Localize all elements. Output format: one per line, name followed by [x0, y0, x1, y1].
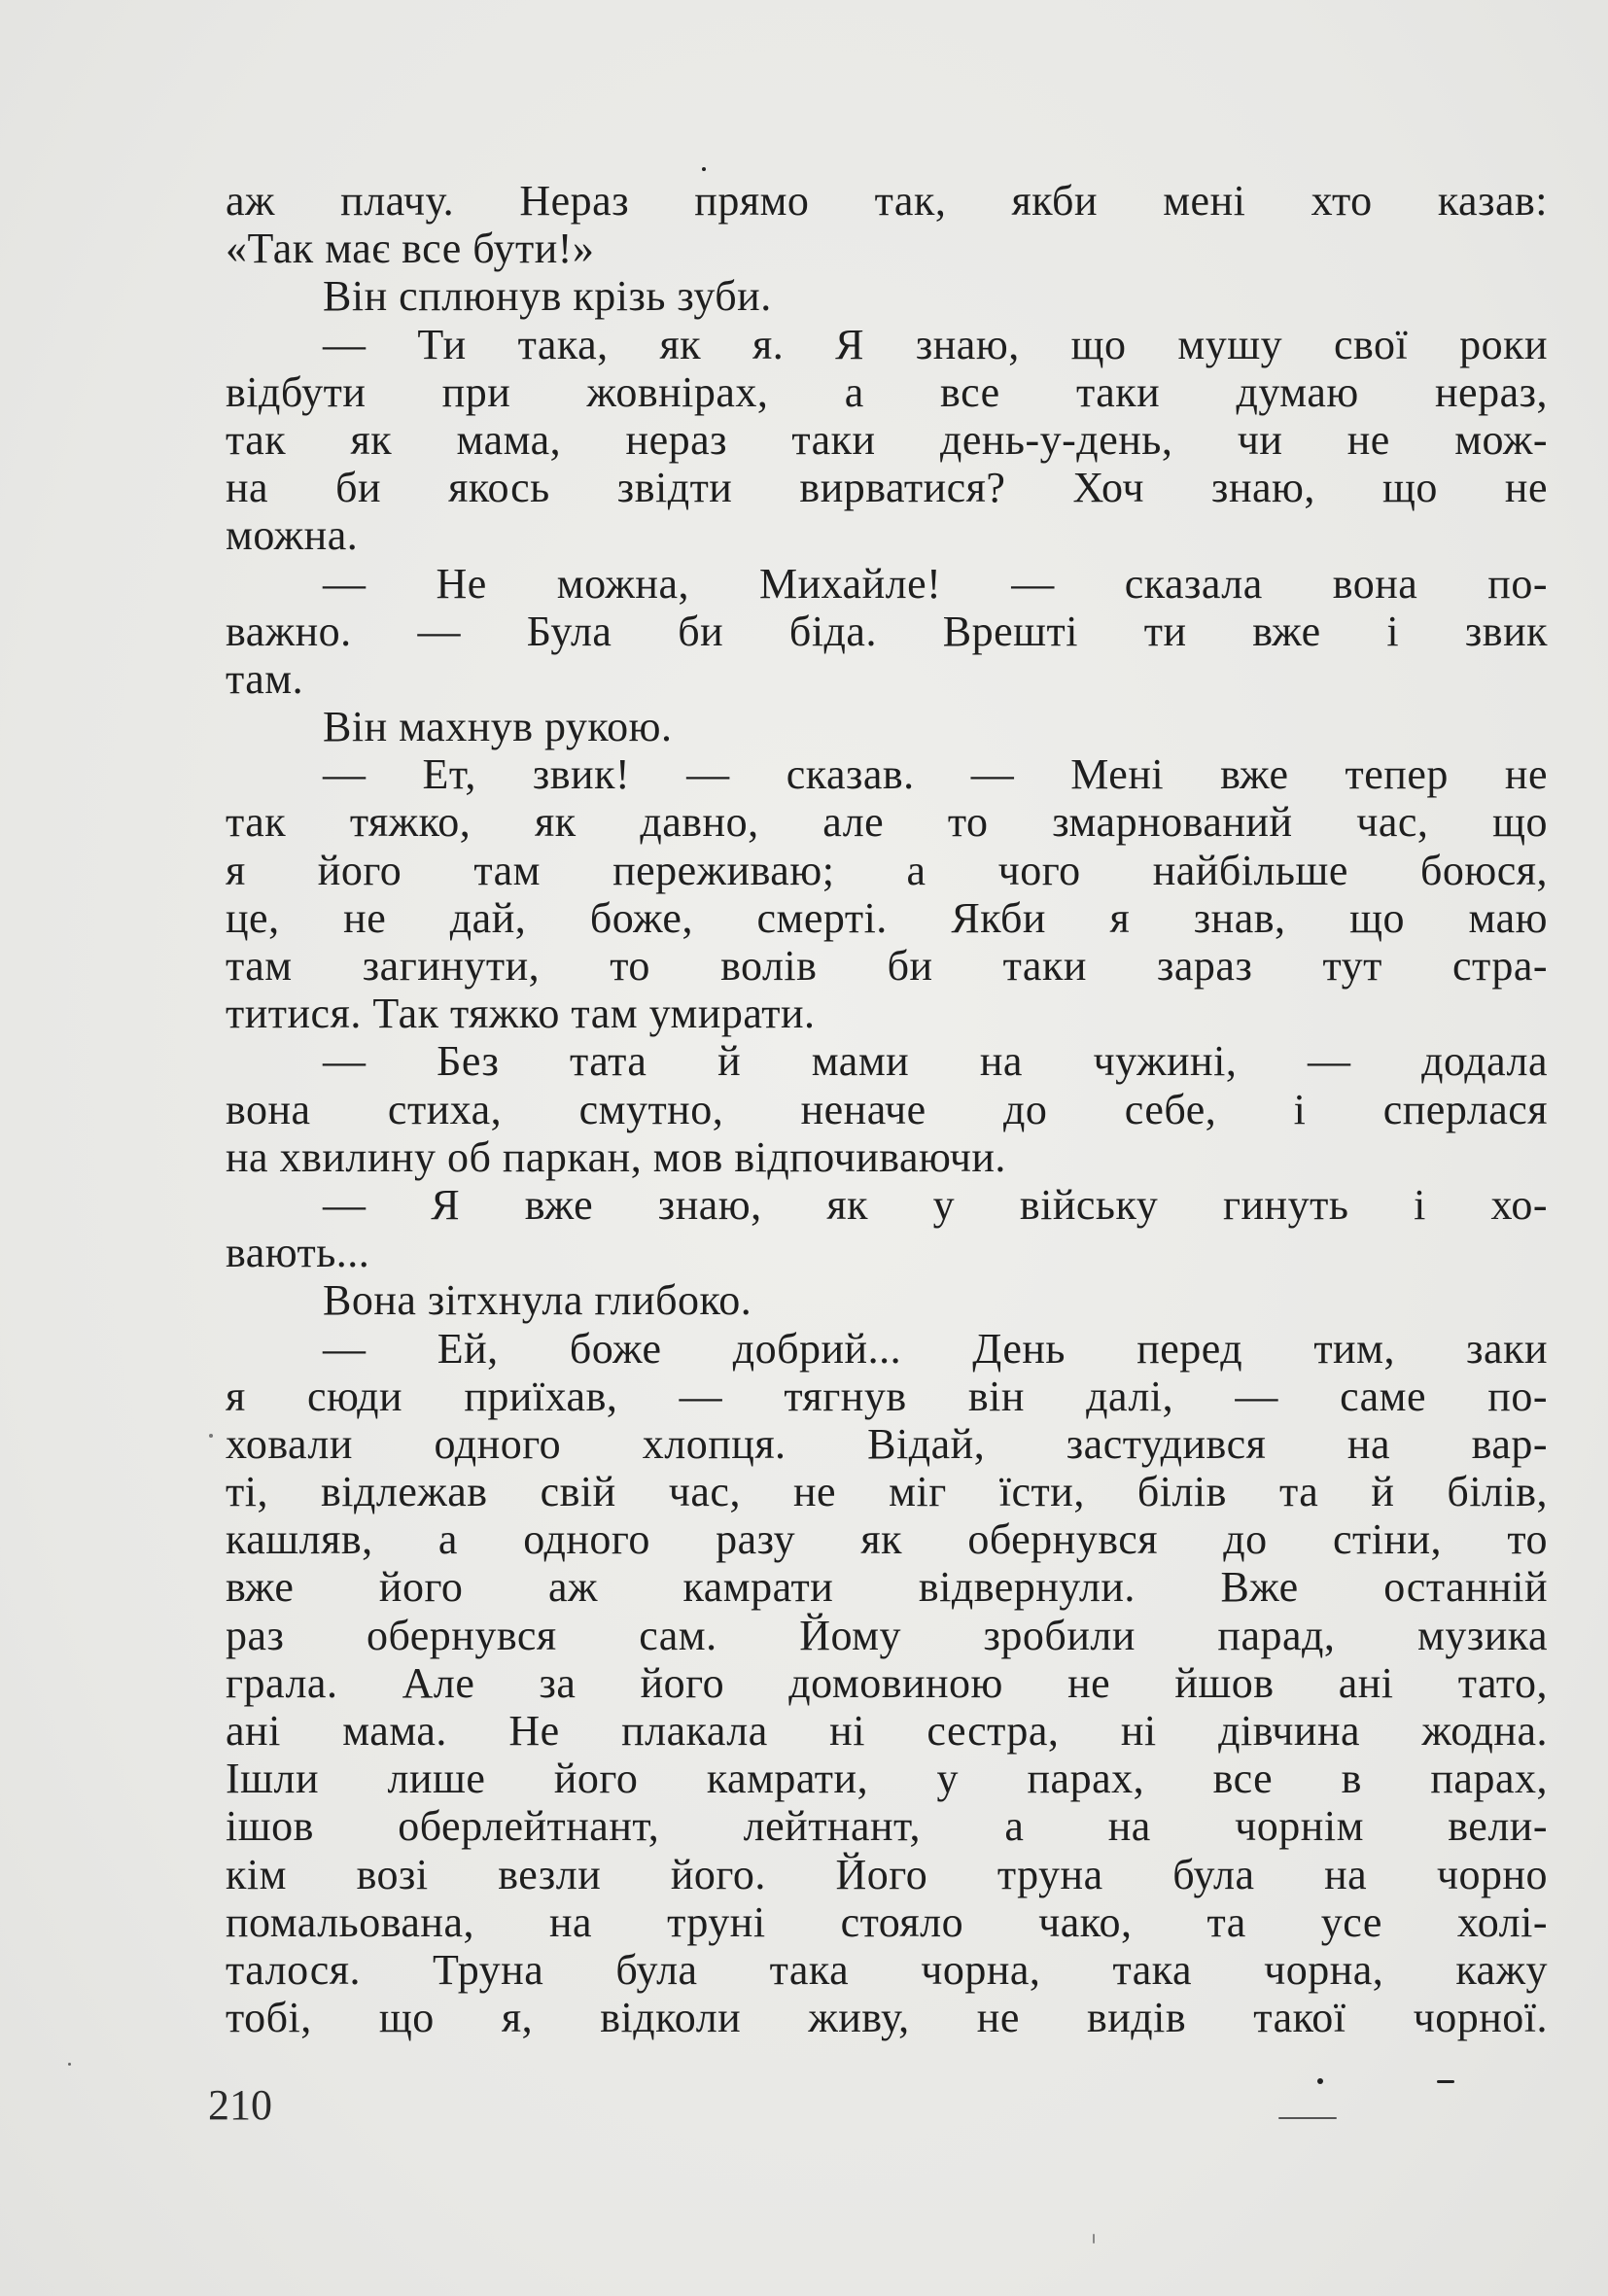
dust-speck: [1278, 2117, 1337, 2119]
page-number: 210: [208, 2081, 272, 2129]
text-line: можна.: [226, 511, 359, 560]
text-line: ані мама. Не плакала ні сестра, ні дівчина жодна.: [226, 1707, 1548, 1755]
text-line: там.: [226, 654, 304, 703]
text-line: відбути при жовнірах, а все таки думаю нераз,: [226, 367, 1548, 416]
text-line: кім возі везли його. Його труна була на чорно: [226, 1850, 1548, 1898]
text-line: на хвилину об паркан, мов відпочиваючи.: [226, 1132, 1006, 1181]
text-line: кашляв, а одного разу як обернувся до стіни, то: [226, 1515, 1548, 1564]
text-line: раз обернувся сам. Йому зробили парад, музика: [226, 1611, 1548, 1659]
dust-speck: [68, 2063, 71, 2066]
body-text: [226, 177, 1548, 2041]
text-line: вона стиха, смутно, неначе до себе, і сперлася: [226, 1085, 1548, 1133]
text-line: я його там переживаю; а чого найбільше боюся,: [226, 846, 1548, 894]
dust-speck: [702, 167, 706, 171]
text-line: тобі, що я, відколи живу, не видів такої чорної.: [226, 1994, 1548, 2042]
text-line: там загинути, то волів би таки зараз тут стра-: [226, 942, 1548, 990]
text-line: Ішли лише його камрати, у парах, все в парах,: [226, 1755, 1548, 1803]
text-line: важно. — Була би біда. Врешті ти вже і звик: [226, 607, 1548, 655]
text-line: ті, відлежав свій час, не міг їсти, білів та й білів,: [226, 1468, 1548, 1516]
text-line: — Не можна, Михайле! — сказала вона по-: [323, 559, 1548, 608]
text-line: — Ей, боже добрий... День перед тим, заки: [323, 1324, 1548, 1373]
text-line: «Так має все бути!»: [226, 225, 595, 273]
text-line: аж плачу. Нераз прямо так, якби мені хто казав:: [226, 177, 1548, 225]
text-line: ішов оберлейтнант, лейтнант, а на чорнім вели-: [226, 1802, 1548, 1851]
text-line: це, не дай, боже, смерті. Якби я знав, що маю: [226, 893, 1548, 942]
text-line: талося. Труна була така чорна, така чорна, кажу: [226, 1945, 1548, 1994]
dust-speck: [1093, 2234, 1095, 2244]
text-line: на би якось звідти вирватися? Хоч знаю, що не: [226, 464, 1548, 512]
dust-speck: [1437, 2080, 1454, 2083]
text-line: титися. Так тяжко там умирати.: [226, 990, 816, 1038]
text-line: — Без тата й мами на чужині, — додала: [323, 1037, 1548, 1086]
text-line: — Ти така, як я. Я знаю, що мушу свої роки: [323, 320, 1548, 368]
text-line: Він махнув рукою.: [323, 703, 673, 751]
text-line: я сюди приїхав, — тягнув він далі, — саме по-: [226, 1372, 1548, 1420]
text-line: Він сплюнув крізь зуби.: [323, 272, 772, 321]
text-line: — Ет, звик! — сказав. — Мені вже тепер не: [323, 750, 1548, 799]
text-line: грала. Але за його домовиною не йшов ані тато,: [226, 1658, 1548, 1707]
text-line: Вона зітхнула глибоко.: [323, 1276, 752, 1325]
text-line: так тяжко, як давно, але то змарнований час, що: [226, 798, 1548, 847]
text-line: помальована, на труні стояло чако, та усе холі-: [226, 1897, 1548, 1946]
text-line: — Я вже знаю, як у війську гинуть і хо-: [323, 1180, 1548, 1229]
text-line: вають...: [226, 1229, 370, 1277]
dust-speck: [209, 1434, 213, 1438]
text-line: вже його аж камрати відвернули. Вже останній: [226, 1563, 1548, 1612]
text-line: так як мама, нераз таки день-у-день, чи не мож-: [226, 415, 1548, 464]
text-line: ховали одного хлопця. Відай, застудився на вар-: [226, 1419, 1548, 1468]
dust-speck: [1317, 2078, 1323, 2084]
